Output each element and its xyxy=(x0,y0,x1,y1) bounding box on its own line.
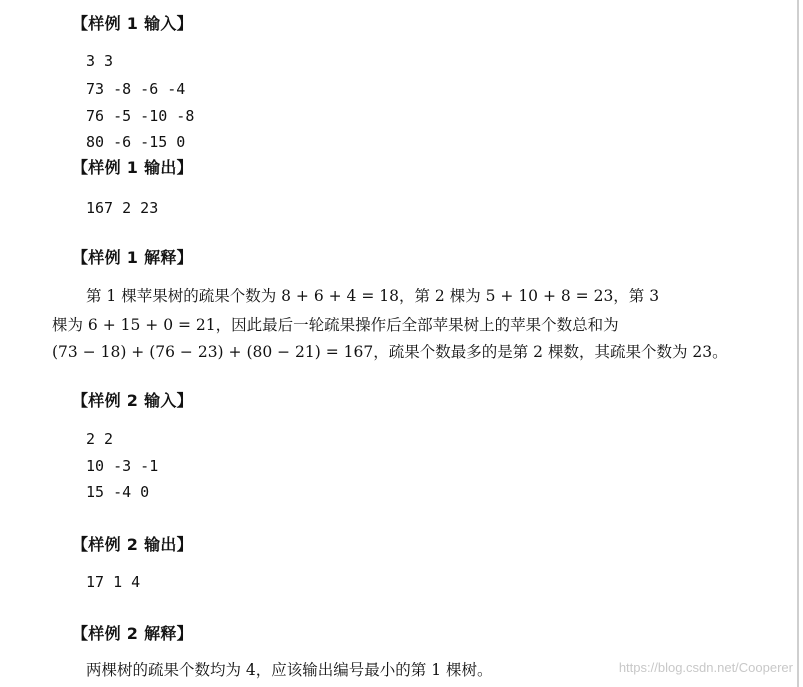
sample2-output-heading: 【样例 2 输出】 xyxy=(72,535,193,554)
sample2-explain-heading: 【样例 2 解释】 xyxy=(72,624,193,643)
watermark-url: https://blog.csdn.net/Cooperer xyxy=(618,660,793,675)
sample2-input-line-1: 2 2 xyxy=(86,430,114,448)
sample2-input-line-2: 10 -3 -1 xyxy=(86,457,159,475)
sample1-output-heading: 【样例 1 输出】 xyxy=(72,158,193,177)
sample1-input-line-2: 73 -8 -6 -4 xyxy=(86,80,186,98)
sample2-explain-line-1: 两棵树的疏果个数均为 4，应该输出编号最小的第 1 棵树。 xyxy=(86,661,493,679)
sample2-output-line-1: 17 1 4 xyxy=(86,573,141,591)
sample1-explain-line-3: (73 − 18) + (76 − 23) + (80 − 21) = 167，疏果个数最多的是第 2 棵数，其疏果个数为 23。 xyxy=(52,343,728,361)
sample2-input-line-3: 15 -4 0 xyxy=(86,483,150,501)
sample1-input-line-4: 80 -6 -15 0 xyxy=(86,133,186,151)
sample1-input-line-1: 3 3 xyxy=(86,52,114,70)
sample1-input-heading: 【样例 1 输入】 xyxy=(72,14,193,33)
sample1-explain-line-2: 棵为 6 + 15 + 0 = 21，因此最后一轮疏果操作后全部苹果树上的苹果个数总和为 xyxy=(52,316,619,334)
right-border-line xyxy=(797,0,799,687)
sample1-input-line-3: 76 -5 -10 -8 xyxy=(86,107,195,125)
sample1-output-line-1: 167 2 23 xyxy=(86,199,159,217)
sample2-input-heading: 【样例 2 输入】 xyxy=(72,391,193,410)
sample1-explain-line-1: 第 1 棵苹果树的疏果个数为 8 + 6 + 4 = 18，第 2 棵为 5 + 10 + 8 = 23，第 3 xyxy=(86,287,660,305)
sample1-explain-heading: 【样例 1 解释】 xyxy=(72,248,193,267)
